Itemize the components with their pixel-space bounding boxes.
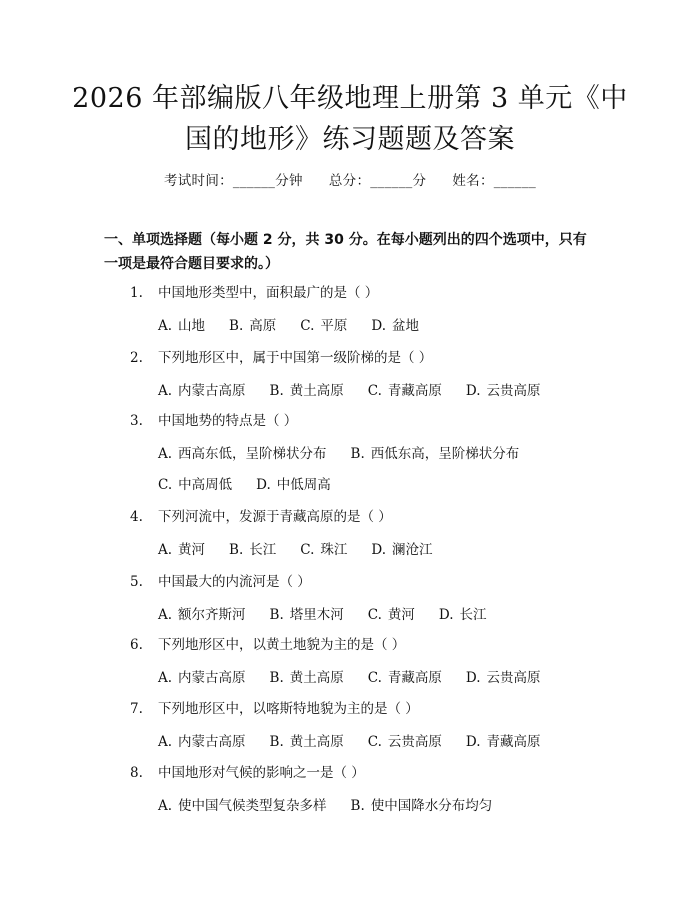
answer-option	[439, 603, 487, 623]
answer-option	[368, 379, 442, 399]
title-line-1: 2026 年部编版八年级地理上册第 3 单元《中	[72, 83, 628, 114]
question-stem	[130, 697, 419, 717]
option-letter: B.	[269, 670, 284, 686]
option-text: 黄土高原	[289, 734, 344, 750]
question-text: 中国地形类型中，面积最广的是（ ）	[158, 285, 379, 301]
option-text: 使中国降水分布均匀	[370, 798, 493, 814]
option-letter: D.	[465, 734, 481, 750]
question-text: 下列地形区中，属于中国第一级阶梯的是（ ）	[158, 350, 433, 366]
answer-option	[158, 730, 246, 750]
option-letter: A.	[158, 383, 173, 399]
answer-option	[371, 314, 419, 334]
option-text: 中高周低	[178, 477, 233, 493]
option-letter: B.	[269, 607, 284, 623]
option-text: 内蒙古高原	[178, 383, 246, 399]
answer-option	[158, 442, 327, 462]
answer-option	[270, 730, 344, 750]
option-row	[158, 603, 511, 623]
option-text: 长江	[459, 607, 487, 623]
question-stem	[130, 761, 365, 781]
document-title	[60, 78, 640, 160]
answer-option	[158, 666, 246, 686]
answer-option	[371, 538, 432, 558]
option-text: 使中国气候类型复杂多样	[178, 798, 327, 814]
option-letter: D.	[256, 477, 271, 493]
option-letter: A.	[158, 734, 173, 750]
option-row	[158, 538, 457, 558]
answer-option	[368, 603, 415, 623]
option-text: 西低东高，呈阶梯状分布	[370, 446, 520, 462]
answer-option	[466, 379, 541, 399]
question-number: 1.	[130, 285, 143, 301]
question-stem	[130, 281, 378, 301]
question-text: 下列河流中，发源于青藏高原的是（ ）	[158, 509, 392, 525]
option-text: 内蒙古高原	[178, 734, 246, 750]
option-letter: B.	[269, 734, 284, 750]
question-number: 5.	[130, 574, 143, 590]
option-letter: B.	[229, 318, 244, 334]
question-stem	[130, 570, 311, 590]
option-text: 澜沧江	[392, 542, 433, 558]
answer-option	[466, 730, 541, 750]
option-letter: A.	[158, 607, 173, 623]
option-letter: D.	[465, 670, 481, 686]
option-row	[158, 730, 565, 750]
question-text: 下列地形区中，以喀斯特地貌为主的是（ ）	[158, 701, 419, 717]
answer-option	[368, 730, 442, 750]
option-row	[158, 314, 443, 334]
question-number: 6.	[130, 637, 143, 653]
answer-option	[351, 442, 520, 462]
question-text: 中国地形对气候的影响之一是（ ）	[158, 765, 365, 781]
option-text: 云贵高原	[486, 383, 541, 399]
answer-option	[158, 473, 232, 493]
option-letter: C.	[367, 607, 382, 623]
option-row	[158, 473, 355, 493]
option-letter: A.	[158, 446, 173, 462]
answer-option	[300, 314, 347, 334]
answer-option	[158, 603, 246, 623]
question-number: 4.	[130, 509, 143, 525]
option-letter: B.	[229, 542, 244, 558]
student-name-field: 姓名：______	[452, 173, 537, 189]
answer-option	[270, 666, 344, 686]
option-letter: C.	[158, 477, 173, 493]
option-text: 山地	[178, 318, 206, 334]
option-letter: D.	[371, 542, 387, 558]
option-text: 黄河	[178, 542, 206, 558]
option-row	[158, 666, 565, 686]
title-line-2: 国的地形》练习题题及答案	[185, 124, 515, 155]
option-letter: D.	[465, 383, 481, 399]
option-text: 珠江	[320, 542, 348, 558]
option-letter: D.	[438, 607, 454, 623]
option-letter: B.	[350, 798, 365, 814]
option-text: 青藏高原	[387, 383, 442, 399]
answer-option	[270, 379, 344, 399]
option-row	[158, 794, 516, 814]
option-text: 云贵高原	[486, 670, 541, 686]
exam-time-field: 考试时间：______分钟	[163, 173, 303, 189]
section-heading: 一、单项选择题（每小题 2 分，共 30 分。在每小题列出的四个选项中，只有一项是最符合题目要求的。）	[104, 232, 587, 272]
question-number: 2.	[130, 350, 143, 366]
option-letter: C.	[300, 318, 315, 334]
option-letter: A.	[158, 542, 173, 558]
question-text: 中国最大的内流河是（ ）	[158, 574, 311, 590]
question-number: 7.	[130, 701, 143, 717]
answer-option	[368, 666, 442, 686]
question-stem	[130, 633, 405, 653]
answer-option	[158, 538, 205, 558]
answer-option	[256, 473, 331, 493]
option-letter: A.	[158, 670, 173, 686]
answer-option	[351, 794, 493, 814]
answer-option	[158, 794, 327, 814]
question-number: 8.	[130, 765, 143, 781]
question-stem	[130, 505, 392, 525]
option-text: 平原	[320, 318, 348, 334]
option-text: 黄土高原	[289, 670, 344, 686]
option-text: 云贵高原	[387, 734, 442, 750]
option-text: 高原	[249, 318, 277, 334]
option-text: 塔里木河	[289, 607, 344, 623]
answer-option	[466, 666, 541, 686]
answer-option	[158, 314, 205, 334]
option-text: 长江	[249, 542, 277, 558]
question-text: 下列地形区中，以黄土地貌为主的是（ ）	[158, 637, 406, 653]
option-row	[158, 442, 543, 462]
option-text: 额尔齐斯河	[178, 607, 246, 623]
option-text: 中低周高	[276, 477, 331, 493]
answer-option	[300, 538, 347, 558]
option-letter: C.	[367, 383, 382, 399]
option-text: 青藏高原	[387, 670, 442, 686]
answer-option	[229, 314, 276, 334]
question-number: 3.	[130, 413, 143, 429]
option-letter: C.	[367, 734, 382, 750]
option-text: 黄河	[387, 607, 415, 623]
option-letter: A.	[158, 318, 173, 334]
answer-option	[270, 603, 344, 623]
option-text: 青藏高原	[486, 734, 541, 750]
option-letter: A.	[158, 798, 173, 814]
total-score-field: 总分：______分	[328, 173, 427, 189]
option-text: 盆地	[392, 318, 420, 334]
answer-option	[158, 379, 246, 399]
option-row	[158, 379, 565, 399]
option-letter: B.	[269, 383, 284, 399]
option-letter: B.	[350, 446, 365, 462]
option-text: 黄土高原	[289, 383, 344, 399]
question-text: 中国地势的特点是（ ）	[158, 413, 298, 429]
question-stem	[130, 346, 432, 366]
option-text: 内蒙古高原	[178, 670, 246, 686]
answer-option	[229, 538, 276, 558]
option-text: 西高东低，呈阶梯状分布	[178, 446, 327, 462]
option-letter: C.	[300, 542, 315, 558]
option-letter: D.	[371, 318, 387, 334]
option-letter: C.	[367, 670, 382, 686]
question-stem	[130, 409, 297, 429]
exam-meta	[0, 169, 700, 189]
